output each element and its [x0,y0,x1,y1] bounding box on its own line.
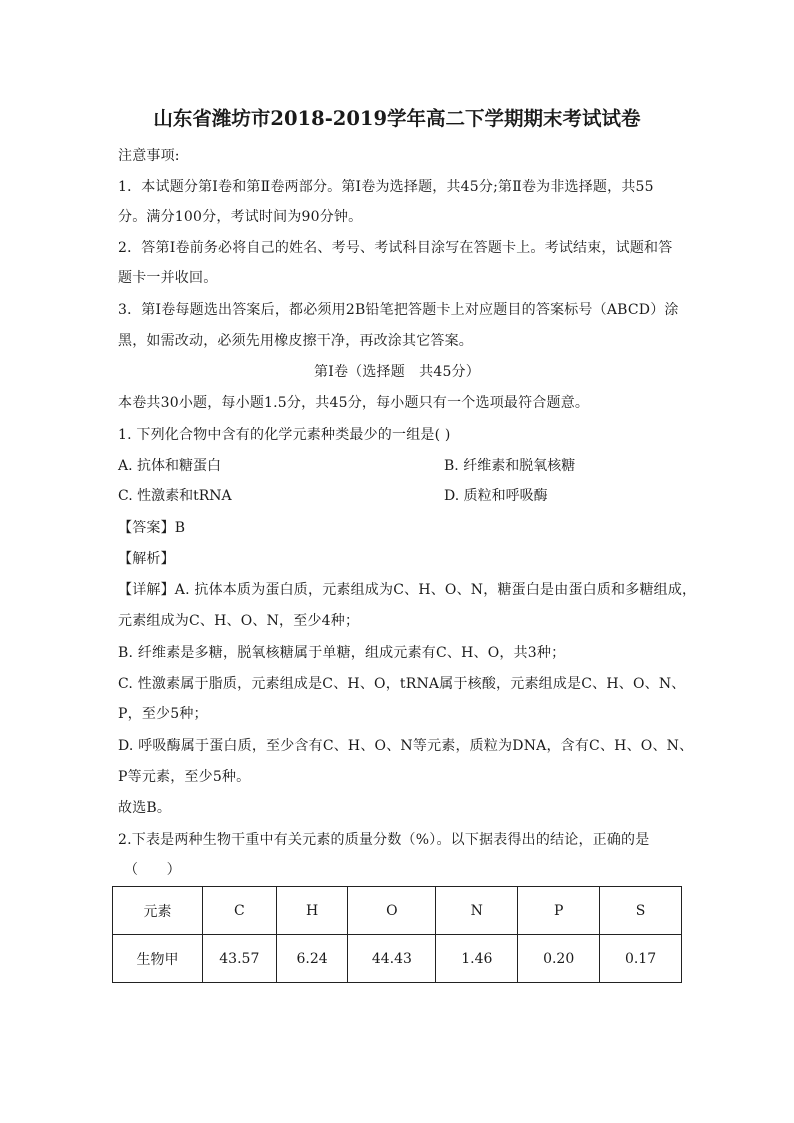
table-cell: 1.46 [436,935,518,983]
notice-line: 黑，如需改动，必须先用橡皮擦干净，再改涂其它答案。 [118,333,473,349]
q1-option-b: B. 纤维素和脱氧核糖 [444,458,576,474]
table-cell: H [276,887,348,935]
table-cell: 6.24 [276,935,348,983]
q1-detail-line: 故选B。 [118,800,172,816]
table-cell: 0.20 [518,935,600,983]
notice-line: 3．第Ⅰ卷每题选出答案后，都必须用2B铅笔把答题卡上对应题目的答案标号（ABCD）涂 [118,302,679,318]
notice-line: 1．本试题分第Ⅰ卷和第Ⅱ卷两部分。第Ⅰ卷为选择题，共45分;第Ⅱ卷为非选择题，共55 [118,179,654,195]
q1-option-a: A. 抗体和糖蛋白 [118,458,222,474]
q1-detail-line: D. 呼吸酶属于蛋白质，至少含有C、H、O、N等元素，质粒为DNA，含有C、H、O、N、 [118,738,694,754]
q1-analysis-label: 【解析】 [118,551,175,567]
table-cell: 生物甲 [113,935,203,983]
q1-detail-line: 【详解】A. 抗体本质为蛋白质，元素组成为C、H、O、N，糖蛋白是由蛋白质和多糖组成， [118,582,697,598]
q1-option-d: D. 质粒和呼吸酶 [444,488,548,504]
table-row [113,935,682,983]
section-title: 第Ⅰ卷（选择题 共45分） [314,364,480,380]
q1-detail-line: B. 纤维素是多糖，脱氧核糖属于单糖，组成元素有C、H、O，共3种； [118,645,566,661]
q1-answer: 【答案】B [118,520,186,536]
table-cell: S [600,887,682,935]
q1-detail-line: 元素组成为C、H、O、N，至少4种； [118,613,360,629]
table-cell: 元素 [113,887,203,935]
q1-detail-line: C. 性激素属于脂质，元素组成是C、H、O，tRNA属于核酸，元素组成是C、H、O、N、 [118,676,686,692]
q1-detail-line: P等元素，至少5种。 [118,769,251,785]
q1-detail-line: P，至少5种； [118,706,208,722]
q1-option-c: C. 性激素和tRNA [118,488,232,504]
table-cell: 44.43 [348,935,436,983]
notice-line: 2．答第Ⅰ卷前务必将自己的姓名、考号、考试科目涂写在答题卡上。考试结束，试题和答 [118,240,673,256]
notice-line: 题卡一并收回。 [118,270,218,286]
table-cell: P [518,887,600,935]
table-cell: 0.17 [600,935,682,983]
table-cell: N [436,887,518,935]
element-table [112,886,682,983]
notice-heading: 注意事项: [118,148,180,164]
page-title: 山东省潍坊市2018-2019学年高二下学期期末考试试卷 [153,107,641,130]
question-1-stem: 1. 下列化合物中含有的化学元素种类最少的一组是( ) [118,427,451,443]
question-2-stem: 2.下表是两种生物干重中有关元素的质量分数（%）。以下据表得出的结论，正确的是 [118,832,650,848]
table-cell: C [202,887,276,935]
section-intro: 本卷共30小题，每小题1.5分，共45分，每小题只有一个选项最符合题意。 [118,395,590,411]
table-cell: 43.57 [202,935,276,983]
table-header-row [113,887,682,935]
notice-line: 分。满分100分，考试时间为90分钟。 [118,209,363,225]
table-cell: O [348,887,436,935]
question-2-paren: （ ） [124,862,181,878]
